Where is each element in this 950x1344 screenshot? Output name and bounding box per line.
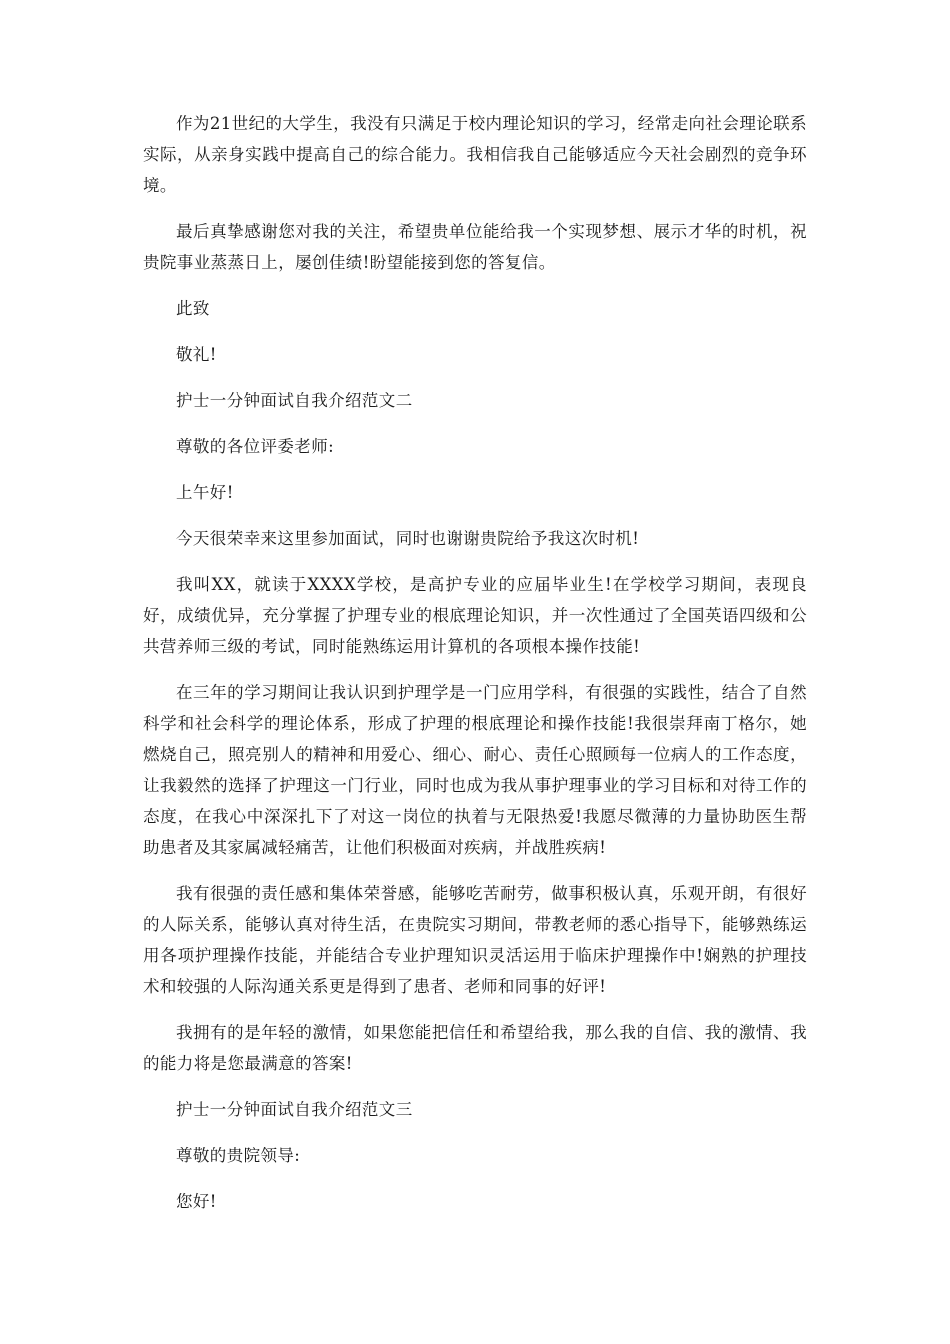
paragraph-responsibility: 我有很强的责任感和集体荣誉感，能够吃苦耐劳，做事积极认真，乐观开朗，有很好的人际关系，能够认真对待生活，在贵院实习期间，带教老师的悉心指导下，能够熟练运用各项护理操作技能，并能结合专业护理知识灵活运用于临床护理操作中!娴熟的护理技术和较强的人际沟通关系更是得到了患者、老师和同事的好评! (143, 884, 807, 996)
paragraph-passion: 我拥有的是年轻的激情，如果您能把信任和希望给我，那么我的自信、我的激情、我的能力将是您最满意的答案! (143, 1023, 807, 1073)
greeting-leaders: 尊敬的贵院领导: (176, 1146, 301, 1165)
greeting-morning: 上午好! (176, 483, 234, 502)
document-body (143, 108, 807, 1232)
paragraph-introduction: 我叫XX，就读于XXXX学校，是高护专业的应届毕业生!在学校学习期间，表现良好，成绩优异，充分掌握了护理专业的根底理论知识，并一次性通过了全国英语四级和公共营养师三级的考试，同时能熟练运用计算机的各项根本操作技能! (143, 575, 807, 656)
greeting-hello: 您好! (176, 1192, 217, 1211)
paragraph-honored: 今天很荣幸来这里参加面试，同时也谢谢贵院给予我这次时机! (176, 529, 640, 548)
greeting-judges: 尊敬的各位评委老师: (176, 437, 335, 456)
section-heading-sample-three: 护士一分钟面试自我介绍范文三 (176, 1100, 413, 1119)
paragraph-nursing-study: 在三年的学习期间让我认识到护理学是一门应用学科，有很强的实践性，结合了自然科学和社会科学的理论体系，形成了护理的根底理论和操作技能!我很崇拜南丁格尔，她燃烧自己，照亮别人的精神和用爱心、细心、耐心、责任心照顾每一位病人的工作态度，让我毅然的选择了护理这一门行业，同时也成为我从事护理事业的学习目标和对待工作的态度，在我心中深深扎下了对这一岗位的执着与无限热爱!我愿尽微薄的力量协助医生帮助患者及其家属减轻痛苦，让他们积极面对疾病，并战胜疾病! (143, 683, 807, 857)
paragraph-self-assessment: 作为21世纪的大学生，我没有只满足于校内理论知识的学习，经常走向社会理论联系实际，从亲身实践中提高自己的综合能力。我相信我自己能够适应今天社会剧烈的竞争环境。 (143, 114, 807, 195)
section-heading-sample-two: 护士一分钟面试自我介绍范文二 (176, 391, 413, 410)
salutation-cizhi: 此致 (176, 299, 210, 318)
paragraph-closing-thanks: 最后真挚感谢您对我的关注，希望贵单位能给我一个实现梦想、展示才华的时机，祝贵院事业蒸蒸日上，屡创佳绩!盼望能接到您的答复信。 (143, 222, 807, 272)
salutation-jingli: 敬礼! (176, 345, 217, 364)
